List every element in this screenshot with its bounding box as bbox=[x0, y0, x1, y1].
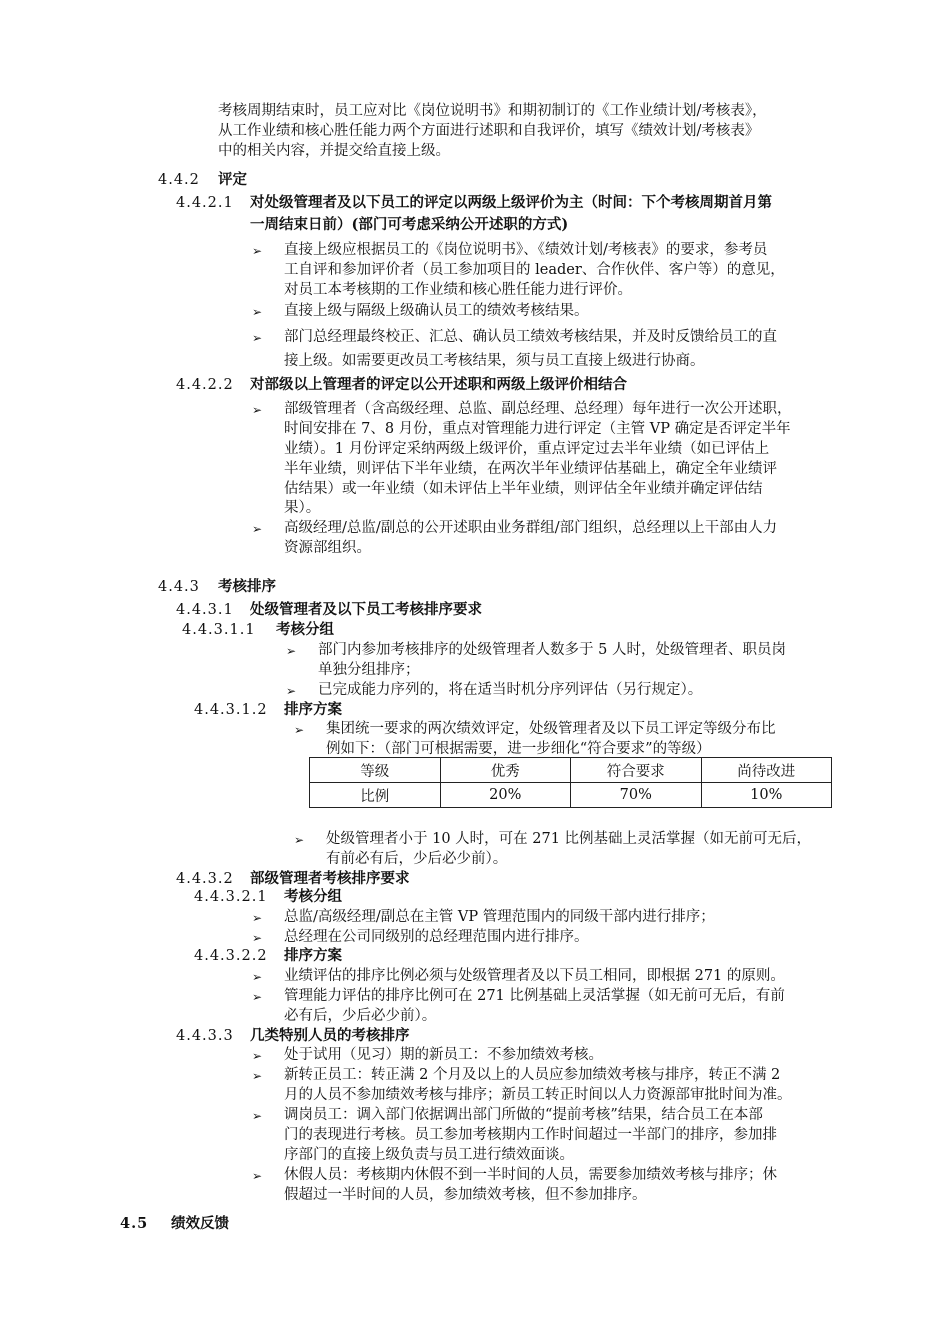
bullet-arrow-icon: ➢ bbox=[252, 931, 263, 945]
bullet-arrow-icon: ➢ bbox=[252, 522, 263, 536]
bullet-arrow-icon: ➢ bbox=[252, 1109, 263, 1123]
section-number-4-4-3-3: 4.4.3.3 bbox=[176, 1028, 234, 1044]
section-title-4-4-3-2-1: 考核分组 bbox=[284, 888, 342, 905]
table-cell: 20% bbox=[440, 783, 571, 808]
bullet-text: 新转正员工：转正满 2 个月及以上的人员应参加绩效考核与排序，转正不满 2 bbox=[284, 1067, 781, 1083]
bullet-arrow-icon: ➢ bbox=[252, 970, 263, 984]
bullet-text: 调岗员工：调入部门依据调出部门所做的“提前考核”结果，结合员工在本部 bbox=[284, 1107, 763, 1123]
bullet-arrow-icon: ➢ bbox=[294, 833, 305, 847]
table-row bbox=[310, 783, 832, 808]
bullet-arrow-icon: ➢ bbox=[252, 911, 263, 925]
bullet-text: 业绩评估的排序比例必须与处级管理者及以下员工相同，即根据 271 的原则。 bbox=[284, 968, 785, 984]
section-number-4-4-3-1-1: 4.4.3.1.1 bbox=[182, 622, 256, 638]
intro-line-2: 从工作业绩和核心胜任能力两个方面进行述职和自我评价，填写《绩效计划/考核表》 bbox=[218, 123, 760, 139]
section-number-4-4-3-2-2: 4.4.3.2.2 bbox=[194, 948, 268, 964]
bullet-arrow-icon: ➢ bbox=[286, 684, 297, 698]
section-number-4-4-2-2: 4.4.2.2 bbox=[176, 377, 234, 393]
section-title-4-4-3-1: 处级管理者及以下员工考核排序要求 bbox=[250, 601, 482, 618]
bullet-text: 序部门的直接上级负责与员工进行绩效面谈。 bbox=[284, 1147, 574, 1163]
bullet-arrow-icon: ➢ bbox=[286, 644, 297, 658]
section-number-4-4-2-1: 4.4.2.1 bbox=[176, 195, 234, 211]
section-title-4-4-2-1-line-2: 一周结束日前）(部门可考虑采纳公开述职的方式) bbox=[250, 216, 569, 233]
bullet-text: 管理能力评估的排序比例可在 271 比例基础上灵活掌握（如无前可无后，有前 bbox=[284, 988, 785, 1004]
bullet-text: 半年业绩，则评估下半年业绩，在两次半年业绩评估基础上，确定全年业绩评 bbox=[284, 461, 777, 477]
bullet-text: 工自评和参加评价者（员工参加项目的 leader、合作伙伴、客户等）的意见， bbox=[284, 262, 785, 278]
bullet-text: 必有后，少后必少前）。 bbox=[284, 1008, 437, 1024]
table-cell: 10% bbox=[701, 783, 832, 808]
bullet-arrow-icon: ➢ bbox=[252, 244, 263, 258]
section-title-4-4-3: 考核排序 bbox=[218, 578, 276, 595]
bullet-text: 集团统一要求的两次绩效评定，处级管理者及以下员工评定等级分布比 bbox=[326, 721, 776, 737]
section-number-4-4-3: 4.4.3 bbox=[158, 579, 200, 595]
bullet-text: 接上级。如需要更改员工考核结果，须与员工直接上级进行协商。 bbox=[284, 353, 705, 369]
section-number-4-5: 4.5 bbox=[120, 1215, 149, 1232]
bullet-arrow-icon: ➢ bbox=[252, 990, 263, 1004]
bullet-text: 时间安排在 7、8 月份，重点对管理能力进行评定（主管 VP 确定是否评定半年 bbox=[284, 421, 791, 437]
bullet-text: 资源部组织。 bbox=[284, 540, 371, 556]
bullet-text: 已完成能力序列的，将在适当时机分序列评估（另行规定）。 bbox=[318, 682, 703, 698]
intro-line-1: 考核周期结束时，员工应对比《岗位说明书》和期初制订的《工作业绩计划/考核表》， bbox=[218, 103, 767, 119]
bullet-text: 直接上级与隔级上级确认员工的绩效考核结果。 bbox=[284, 303, 589, 319]
bullet-text: 月的人员不参加绩效考核与排序；新员工转正时间以人力资源部审批时间为准。 bbox=[284, 1087, 792, 1103]
section-title-4-4-3-3: 几类特别人员的考核排序 bbox=[250, 1027, 410, 1044]
bullet-text: 部门总经理最终校正、汇总、确认员工绩效考核结果，并及时反馈给员工的直 bbox=[284, 329, 777, 345]
bullet-arrow-icon: ➢ bbox=[252, 1049, 263, 1063]
bullet-arrow-icon: ➢ bbox=[294, 723, 305, 737]
bullet-text: 假超过一半时间的人员，参加绩效考核，但不参加排序。 bbox=[284, 1187, 647, 1203]
bullet-text: 业绩）。1 月份评定采纳两级上级评价，重点评定过去半年业绩（如已评估上 bbox=[284, 441, 770, 457]
table-header-cell: 符合要求 bbox=[571, 758, 702, 783]
bullet-text: 例如下：（部门可根据需要，进一步细化“符合要求”的等级） bbox=[326, 741, 711, 757]
section-title-4-4-2-1-line-1: 对处级管理者及以下员工的评定以两级上级评价为主（时间：下个考核周期首月第 bbox=[250, 194, 772, 211]
section-number-4-4-3-1-2: 4.4.3.1.2 bbox=[194, 702, 268, 718]
intro-line-3: 中的相关内容，并提交给直接上级。 bbox=[218, 143, 450, 159]
bullet-arrow-icon: ➢ bbox=[252, 1169, 263, 1183]
section-title-4-4-3-1-1: 考核分组 bbox=[276, 621, 334, 638]
bullet-text: 对员工本考核期的工作业绩和核心胜任能力进行评价。 bbox=[284, 282, 632, 298]
section-number-4-4-3-1: 4.4.3.1 bbox=[176, 602, 234, 618]
table-header-row bbox=[310, 758, 832, 783]
bullet-text: 部门内参加考核排序的处级管理者人数多于 5 人时，处级管理者、职员岗 bbox=[318, 642, 786, 658]
bullet-text: 总经理在公司同级别的总经理范围内进行排序。 bbox=[284, 929, 589, 945]
table-header-cell: 等级 bbox=[310, 758, 441, 783]
section-title-4-4-2-2: 对部级以上管理者的评定以公开述职和两级上级评价相结合 bbox=[250, 376, 627, 393]
bullet-text: 果）。 bbox=[284, 500, 321, 516]
section-title-4-5: 绩效反馈 bbox=[171, 1215, 229, 1232]
section-number-4-4-3-2: 4.4.3.2 bbox=[176, 871, 234, 887]
bullet-text: 部级管理者（含高级经理、总监、副总经理、总经理）每年进行一次公开述职， bbox=[284, 401, 792, 417]
bullet-text: 高级经理/总监/副总的公开述职由业务群组/部门组织，总经理以上干部由人力 bbox=[284, 520, 778, 536]
bullet-text: 门的表现进行考核。员工参加考核期内工作时间超过一半部门的排序，参加排 bbox=[284, 1127, 777, 1143]
bullet-text: 单独分组排序； bbox=[318, 662, 420, 678]
bullet-text: 直接上级应根据员工的《岗位说明书》、《绩效计划/考核表》的要求，参考员 bbox=[284, 242, 768, 258]
bullet-text: 休假人员：考核期内休假不到一半时间的人员，需要参加绩效考核与排序；休 bbox=[284, 1167, 777, 1183]
section-title-4-4-3-2: 部级管理者考核排序要求 bbox=[250, 870, 410, 887]
table-cell: 比例 bbox=[310, 783, 441, 808]
table-header-cell: 尚待改进 bbox=[701, 758, 832, 783]
bullet-text: 处于试用（见习）期的新员工：不参加绩效考核。 bbox=[284, 1047, 603, 1063]
bullet-text: 有前必有后，少后必少前）。 bbox=[326, 851, 508, 867]
bullet-arrow-icon: ➢ bbox=[252, 305, 263, 319]
section-title-4-4-3-1-2: 排序方案 bbox=[284, 701, 342, 718]
section-title-4-4-3-2-2: 排序方案 bbox=[284, 947, 342, 964]
bullet-text: 处级管理者小于 10 人时，可在 271 比例基础上灵活掌握（如无前可无后， bbox=[326, 831, 812, 847]
bullet-text: 总监/高级经理/副总在主管 VP 管理范围内的同级干部内进行排序； bbox=[284, 909, 715, 925]
bullet-arrow-icon: ➢ bbox=[252, 403, 263, 417]
section-title-4-4-2: 评定 bbox=[218, 171, 247, 188]
section-number-4-4-2: 4.4.2 bbox=[158, 172, 200, 188]
section-number-4-4-3-2-1: 4.4.3.2.1 bbox=[194, 889, 268, 905]
ratio-table bbox=[309, 757, 832, 808]
bullet-arrow-icon: ➢ bbox=[252, 331, 263, 345]
table-cell: 70% bbox=[571, 783, 702, 808]
table-header-cell: 优秀 bbox=[440, 758, 571, 783]
bullet-text: 估结果）或一年业绩（如未评估上半年业绩，则评估全年业绩并确定评估结 bbox=[284, 481, 763, 497]
bullet-arrow-icon: ➢ bbox=[252, 1069, 263, 1083]
